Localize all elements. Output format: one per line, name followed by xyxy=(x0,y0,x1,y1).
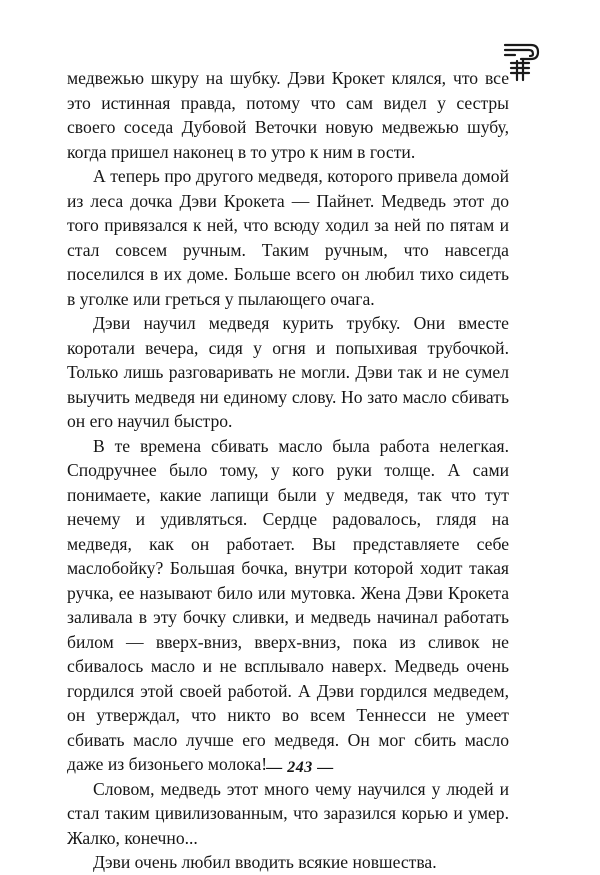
paragraph: медвежью шкуру на шубку. Дэви Крокет клялся, что все это истинная правда, потому что сам видел у сестры своего соседа Дубовой Веточки новую медвежью шубу, когда пришел наконец в то утро к ним в гости. xyxy=(67,68,509,162)
paragraph: Дэви научил медведя курить трубку. Они вместе коротали вечера, сидя у огня и попыхивая трубочкой. Только лишь разговаривать не могли. Дэви так и не сумел выучить медведя ни единому слову. Но зато масло сбивать он его научил быстро. xyxy=(67,313,509,431)
paragraph: А теперь про другого медведя, которого привела домой из леса дочка Дэви Крокета — Пайнет. Медведь этот до того привязался к ней, что всюду ходил за ней по пятам и стал совсем ручным. Таким ручным, что навсегда поселился в их доме. Больше всего он любил тихо сидеть в уголке или греться у пылающего очага. xyxy=(67,166,509,309)
page-number: — 243 — xyxy=(266,759,334,776)
paragraph: Дэви очень любил вводить всякие новшества. xyxy=(93,852,437,872)
body-text xyxy=(67,66,509,875)
paragraph: В те времена сбивать масло была работа нелегкая. Сподручнее было тому, у кого руки толще. А сами понимаете, какие лапищи были у медведя, так что тут нечему и удивляться. Сердце радовалось, глядя на медведя, как он работает. Вы представляете себе маслобойку? Большая бочка, внутри которой ходит такая ручка, ее называют било или мутовка. Жена Дэви Крокета заливала в эту бочку сливки, и медведь начинал работать билом — вверх-вниз, вверх-вниз, пока из сливок не сбивалось масло и не всплывало наверх. Медведь очень гордился этой своей работой. А Дэви гордился медведем, он утверждал, что никто во всем Теннесси не умеет сбивать масло лучше его медведя. Он мог сбить масло даже из бизоньего молока! xyxy=(67,435,509,774)
paragraph: Словом, медведь этот много чему научился у людей и стал таким цивилизованным, что заразился корью и умер. Жалко, конечно... xyxy=(67,778,509,848)
